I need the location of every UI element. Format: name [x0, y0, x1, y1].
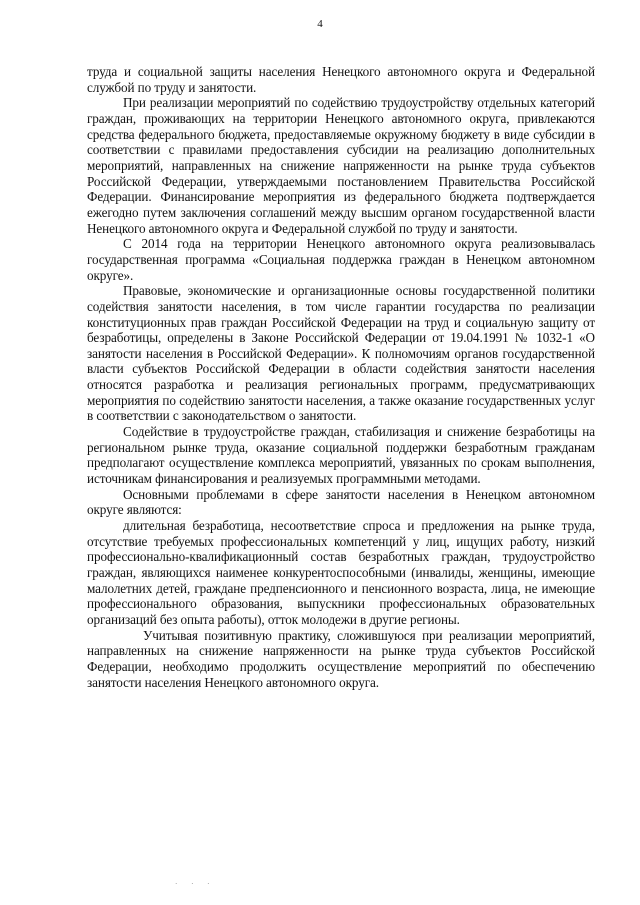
paragraph-continuation: труда и социальной защиты населения Ненецкого автономного округа и Федеральной службой по труду и занятости. [87, 64, 595, 95]
paragraph-legal-basis: Правовые, экономические и организационные основы государственной политики содействия занятости населения, в том числе гарантии государства по реализации конституционных прав граждан Российской Федерации на труд и социальную защиту от безработицы, определены в Законе Российской Федерации от 19.04.1991 № 1032-1 «О занятости населения в Российской Федерации». К полномочиям органов государственной власти субъектов Российской Федерации в области содействия занятости населения относятся разработка и реализация региональных программ, предусматривающих мероприятия по содействию занятости населения, а также оказание государственных услуг в соответствии с законодательством о занятости. [87, 283, 595, 424]
paragraph-state-program: С 2014 года на территории Ненецкого автономного округа реализовывалась государственная программа «Социальная поддержка граждан в Ненецком автономном округе». [87, 236, 595, 283]
paragraph-main-problems-list: длительная безработица, несоответствие спроса и предложения на рынке труда, отсутствие требуемых профессиональных компетенций у лиц, ищущих работу, низкий профессионально-квалификационный состав безработных граждан, трудоустройство граждан, являющихся наименее конкурентоспособными (инвалиды, женщины, имеющие малолетних детей, граждане предпенсионного и пенсионного возраста, лица, не имеющие профессионального образования, выпускники профессиональных образовательных организаций без опыта работы), отток молодежи в другие регионы. [87, 518, 595, 627]
scan-artifact-mark: · · · [175, 880, 216, 888]
paragraph-main-problems-intro: Основными проблемами в сфере занятости населения в Ненецком автономном округе являются: [87, 486, 595, 518]
page-number: 4 [317, 18, 323, 30]
paragraph-employment-assistance: Содействие в трудоустройстве граждан, стабилизация и снижение безработицы на региональном рынке труда, оказание социальной поддержки безработным гражданам предполагают осуществление комплекса мероприятий, увязанных по срокам выполнения, источникам финансирования и реализуемых программными методами. [87, 424, 595, 487]
paragraph-federal-budget: При реализации мероприятий по содействию трудоустройству отдельных категорий граждан, проживающих на территории Ненецкого автономного округа, привлекаются средства федерального бюджета, предоставляемые окружному бюджету в виде субсидии в соответствии с правилами предоставления субсидии на реализацию дополнительных мероприятий, направленных на снижение напряженности на рынке труда субъектов Российской Федерации, утверждаемыми постановлением Правительства Российской Федерации. Финансирование мероприятия из федерального бюджета подтверждается ежегодно путем заключения соглашений между высшим органом государственной власти Ненецкого автономного округа и Федеральной службой по труду и занятости. [87, 95, 595, 236]
document-body [87, 64, 595, 690]
paragraph-conclusion: Учитывая позитивную практику, сложившуюся при реализации мероприятий, направленных на снижение напряженности на рынке труда субъектов Российской Федерации, необходимо продолжить осуществление мероприятий по обеспечению занятости населения Ненецкого автономного округа. [87, 627, 595, 690]
